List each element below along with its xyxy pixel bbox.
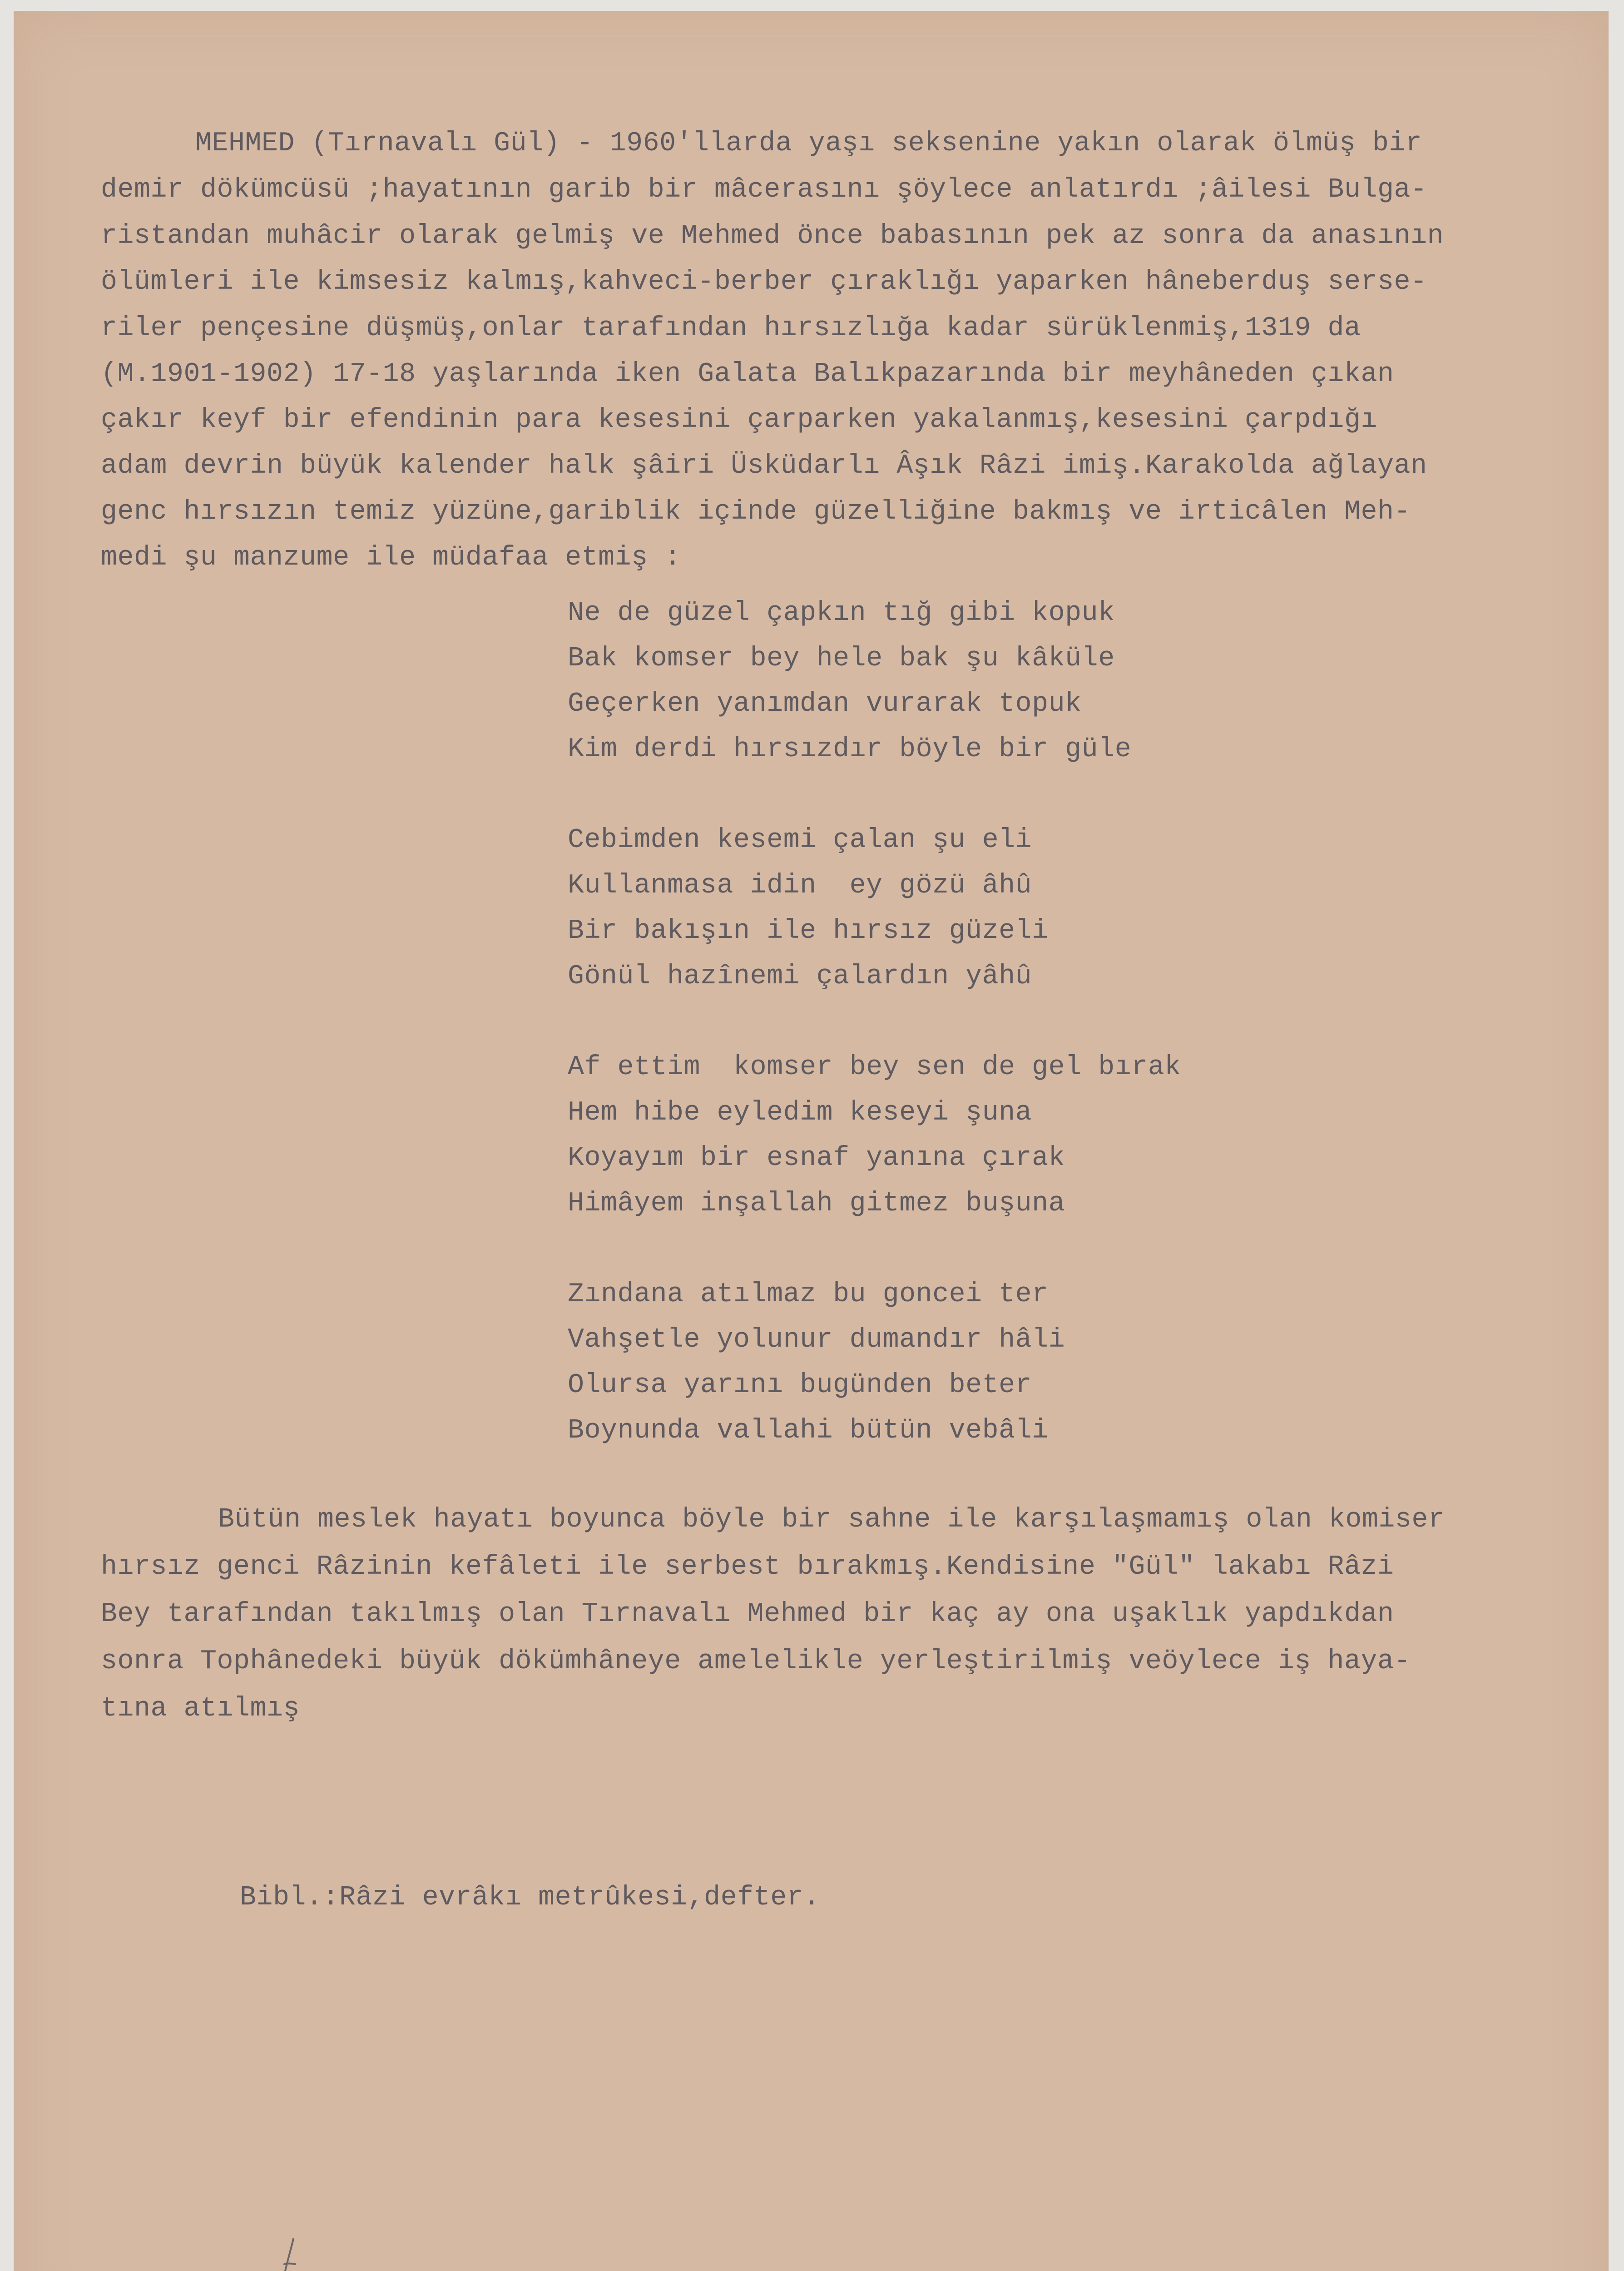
poem-line: Koyayım bir esnaf yanına çırak bbox=[568, 1143, 1065, 1174]
intro-line: ristandan muhâcir olarak gelmiş ve Mehmed önce babasının pek az sonra da anasının bbox=[101, 221, 1444, 252]
intro-line: çakır keyf bir efendinin para kesesini çarparken yakalanmış,kesesini çarpdığı bbox=[101, 405, 1377, 436]
poem-line: Af ettim komser bey sen de gel bırak bbox=[568, 1052, 1181, 1083]
closing-line: tına atılmış bbox=[101, 1693, 300, 1724]
intro-line: demir dökümcüsü ;hayatının garib bir mâcerasını şöylece anlatırdı ;âilesi Bulga- bbox=[101, 174, 1427, 205]
poem-line: Gönül hazînemi çalardın yâhû bbox=[568, 961, 1032, 992]
intro-line: genc hırsızın temiz yüzüne,gariblik içinde güzelliğine bakmış ve irticâlen Meh- bbox=[101, 496, 1411, 527]
intro-line: medi şu manzume ile müdafaa etmiş : bbox=[101, 542, 681, 573]
poem-line: Bak komser bey hele bak şu kâküle bbox=[568, 643, 1115, 674]
bibliography: Bibl.:Râzi evrâkı metrûkesi,defter. bbox=[240, 1882, 820, 1913]
closing-line: Bütün meslek hayatı boyunca böyle bir sahne ile karşılaşmamış olan komiser bbox=[218, 1504, 1445, 1535]
poem-line: Olursa yarını bugünden beter bbox=[568, 1370, 1032, 1401]
typewritten-page bbox=[14, 11, 1609, 2271]
intro-line: adam devrin büyük kalender halk şâiri Üsküdarlı Âşık Râzi imiş.Karakolda ağlayan bbox=[101, 451, 1427, 481]
closing-line: sonra Tophânedeki büyük dökümhâneye amelelikle yerleştirilmiş veöylece iş haya- bbox=[101, 1646, 1411, 1677]
poem-line: Cebimden kesemi çalan şu eli bbox=[568, 825, 1032, 856]
poem-line: Ne de güzel çapkın tığ gibi kopuk bbox=[568, 598, 1115, 629]
intro-line: riler pençesine düşmüş,onlar tarafından hırsızlığa kadar sürüklenmiş,1319 da bbox=[101, 313, 1361, 344]
poem-line: Kullanmasa idin ey gözü âhû bbox=[568, 870, 1032, 901]
closing-line: hırsız genci Râzinin kefâleti ile serbest bırakmış.Kendisine "Gül" lakabı Râzi bbox=[101, 1552, 1394, 1582]
closing-line: Bey tarafından takılmış olan Tırnavalı Mehmed bir kaç ay ona uşaklık yapdıkdan bbox=[101, 1599, 1394, 1630]
intro-line: ölümleri ile kimsesiz kalmış,kahveci-berber çıraklığı yaparken hâneberduş serse- bbox=[101, 267, 1427, 298]
poem-line: Zındana atılmaz bu goncei ter bbox=[568, 1279, 1049, 1310]
poem-line: Boynunda vallahi bütün vebâli bbox=[568, 1415, 1049, 1446]
poem-line: Kim derdi hırsızdır böyle bir güle bbox=[568, 734, 1132, 765]
poem-line: Himâyem inşallah gitmez buşuna bbox=[568, 1188, 1065, 1219]
pencil-mark bbox=[281, 2237, 299, 2271]
poem-line: Hem hibe eyledim keseyi şuna bbox=[568, 1097, 1032, 1128]
poem-line: Geçerken yanımdan vurarak topuk bbox=[568, 689, 1082, 719]
poem-line: Bir bakışın ile hırsız güzeli bbox=[568, 916, 1049, 947]
intro-line: (M.1901-1902) 17-18 yaşlarında iken Galata Balıkpazarında bir meyhâneden çıkan bbox=[101, 359, 1394, 390]
poem-line: Vahşetle yolunur dumandır hâli bbox=[568, 1324, 1065, 1355]
intro-line: MEHMED (Tırnavalı Gül) - 1960'llarda yaşı seksenine yakın olarak ölmüş bir bbox=[195, 128, 1422, 159]
